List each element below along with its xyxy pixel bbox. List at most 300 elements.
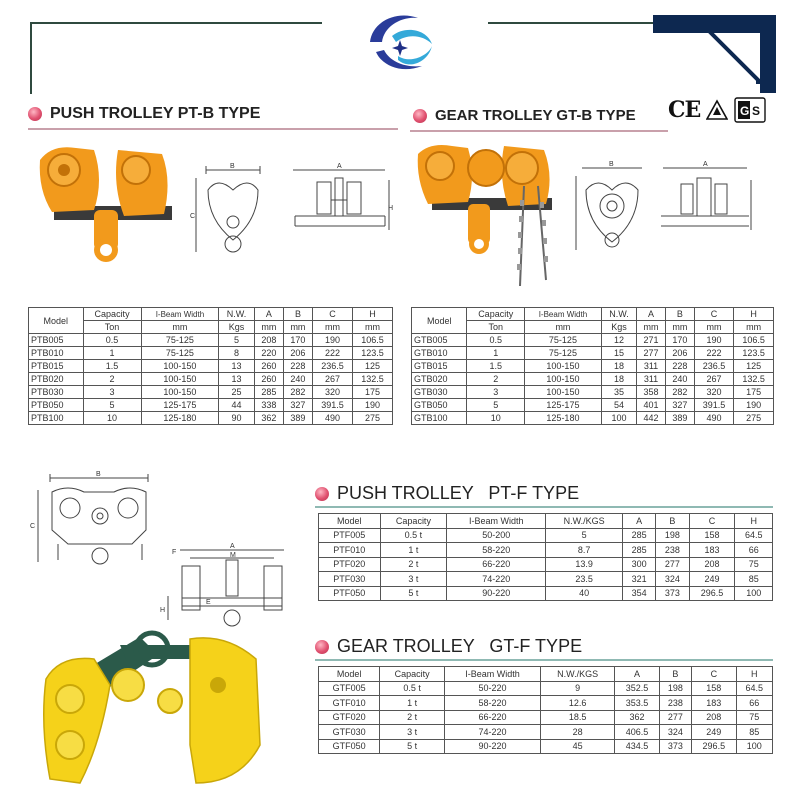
section-title-text: GEAR TROLLEY GT-B TYPE [435,107,636,124]
section-underline [315,506,773,508]
table-cell: 2 [83,373,141,386]
model-cell: GTB005 [412,334,467,347]
table-cell: 106.5 [352,334,392,347]
table-row [319,572,773,587]
table-cell: 5 [219,334,255,347]
table-header-cell: B [659,667,691,682]
table-cell: 300 [622,557,655,572]
table-cell: 58-220 [447,543,546,558]
table-cell: 100-150 [141,373,219,386]
table-cell: 2 t [380,557,447,572]
table-header-cell: N.W. [601,308,636,321]
table-unit-cell: mm [141,321,219,334]
table-cell: 75 [735,557,773,572]
table-unit-cell: mm [312,321,352,334]
table-cell: 50-220 [444,681,540,696]
section-bullet-icon [315,487,329,501]
table-cell: 100 [735,586,773,601]
table-cell: 0.5 [83,334,141,347]
table-row [319,681,773,696]
table-cell: 238 [659,696,691,711]
table-header-cell: A [622,514,655,529]
table-cell: 66 [735,543,773,558]
model-cell: GTB015 [412,360,467,373]
pt-b-front-drawing [188,160,278,260]
table-cell: 12.6 [541,696,615,711]
model-cell: PTB100 [29,412,84,425]
dim-label-f: F [172,549,177,556]
table-cell: 236.5 [312,360,352,373]
section-underline [410,130,668,132]
table-cell: 296.5 [692,739,736,754]
table-unit-cell: mm [352,321,392,334]
table-cell: 170 [283,334,312,347]
table-cell: 125-180 [524,412,601,425]
table-cell: 100-150 [141,360,219,373]
table-cell: 1 [467,347,525,360]
table-cell: 324 [656,572,689,587]
table-units-row [29,321,393,334]
table-cell: 9 [541,681,615,696]
certification-marks [668,97,766,123]
table-cell: 5 [467,399,525,412]
table-cell: 442 [637,412,666,425]
table-row [29,412,393,425]
table-cell: 222 [312,347,352,360]
table-unit-cell: mm [734,321,774,334]
table-cell: 35 [601,386,636,399]
table-header-cell: C [689,514,735,529]
table-row [29,360,393,373]
table-cell: 175 [352,386,392,399]
table-cell: 75-125 [141,334,219,347]
table-cell: 354 [622,586,655,601]
table-header-cell: C [694,308,734,321]
dim-label-a: A [337,163,342,170]
table-row [319,725,773,740]
table-row [412,373,774,386]
model-cell: GTF020 [319,710,380,725]
table-unit-cell: Kgs [219,321,255,334]
table-cell: 66-220 [447,557,546,572]
model-cell: GTB020 [412,373,467,386]
model-cell: GTF005 [319,681,380,696]
section-title-text: PUSH TROLLEY PT-F TYPE [337,483,580,503]
warning-triangle-icon [706,99,728,121]
table-cell: 2 [467,373,525,386]
table-cell: 0.5 t [380,528,447,543]
ce-mark: CE [668,97,701,123]
table-cell: 1 t [380,543,447,558]
ptf-spec-table [318,513,773,601]
header-navy-block-side [760,15,776,93]
table-header-cell: I-Beam Width [141,308,219,321]
table-cell: 249 [689,572,735,587]
dim-label-m: M [230,552,236,559]
table-cell: 277 [659,710,691,725]
header-frame-right-horizontal [488,22,653,24]
table-cell: 260 [254,373,283,386]
table-cell: 282 [283,386,312,399]
table-cell: 271 [637,334,666,347]
table-header-cell: I-Beam Width [444,667,540,682]
table-cell: 275 [734,412,774,425]
table-cell: 10 [467,412,525,425]
table-row [412,347,774,360]
table-cell: 106.5 [734,334,774,347]
dim-label-b: B [230,163,235,170]
table-header-cell: Capacity [83,308,141,321]
table-cell: 240 [665,373,694,386]
table-cell: 132.5 [352,373,392,386]
table-cell: 285 [254,386,283,399]
table-cell: 249 [692,725,736,740]
table-cell: 15 [601,347,636,360]
table-header-cell: N.W. [219,308,255,321]
table-header-cell: C [312,308,352,321]
table-cell: 277 [656,557,689,572]
table-header-cell: Model [412,308,467,334]
table-header-cell: Model [319,514,381,529]
table-cell: 75 [736,710,772,725]
dim-label-b: B [609,161,614,168]
table-cell: 3 t [380,725,445,740]
table-cell: 327 [283,399,312,412]
table-row [412,412,774,425]
table-cell: 389 [665,412,694,425]
table-cell: 3 t [380,572,447,587]
table-cell: 275 [352,412,392,425]
table-cell: 100 [736,739,772,754]
gear-trolley-gt-b-photo [412,140,572,290]
table-cell: 18 [601,373,636,386]
table-row [29,373,393,386]
dim-label-b: B [96,471,101,478]
section-title-text: PUSH TROLLEY PT-B TYPE [50,105,261,122]
table-cell: 125-175 [141,399,219,412]
table-row [319,528,773,543]
table-header-row [319,514,773,529]
table-cell: 208 [689,557,735,572]
table-cell: 198 [659,681,691,696]
table-cell: 311 [637,360,666,373]
table-cell: 1.5 [83,360,141,373]
table-cell: 58-220 [444,696,540,711]
table-cell: 285 [622,543,655,558]
svg-text:S: S [752,104,761,118]
table-cell: 183 [692,696,736,711]
table-header-cell: Model [319,667,380,682]
table-header-cell: B [656,514,689,529]
table-cell: 236.5 [694,360,734,373]
company-logo [362,8,438,84]
table-cell: 64.5 [736,681,772,696]
table-cell: 3 [83,386,141,399]
table-cell: 123.5 [734,347,774,360]
table-cell: 238 [656,543,689,558]
table-cell: 208 [692,710,736,725]
table-header-row [319,667,773,682]
table-cell: 285 [622,528,655,543]
dim-label-c: C [30,523,36,530]
table-header-cell: B [665,308,694,321]
table-cell: 0.5 t [380,681,445,696]
table-unit-cell: mm [637,321,666,334]
model-cell: PTB010 [29,347,84,360]
model-cell: GTB030 [412,386,467,399]
table-unit-cell: mm [665,321,694,334]
model-cell: PTB015 [29,360,84,373]
ptf-table-body [319,528,773,601]
table-row [29,334,393,347]
table-cell: 260 [254,360,283,373]
table-cell: 85 [736,725,772,740]
table-row [319,543,773,558]
table-cell: 25 [219,386,255,399]
table-cell: 401 [637,399,666,412]
table-cell: 74-220 [447,572,546,587]
model-cell: GTF050 [319,739,380,754]
table-cell: 0.5 [467,334,525,347]
table-cell: 28 [541,725,615,740]
table-header-cell: Capacity [467,308,525,321]
table-cell: 190 [352,399,392,412]
table-cell: 85 [735,572,773,587]
table-cell: 406.5 [615,725,659,740]
table-cell: 208 [254,334,283,347]
table-cell: 198 [656,528,689,543]
table-cell: 8 [219,347,255,360]
table-cell: 324 [659,725,691,740]
table-header-cell: A [637,308,666,321]
table-cell: 320 [312,386,352,399]
table-cell: 158 [689,528,735,543]
model-cell: PTF005 [319,528,381,543]
table-cell: 125 [734,360,774,373]
table-cell: 13.9 [546,557,623,572]
section-title-gear-gt-f [315,636,582,657]
table-cell: 13 [219,360,255,373]
model-cell: PTF020 [319,557,381,572]
table-cell: 183 [689,543,735,558]
table-unit-cell: mm [524,321,601,334]
section-bullet-icon [28,107,42,121]
dim-label-e: E [206,599,211,606]
table-header-cell: H [734,308,774,321]
pt-b-side-drawing [285,160,395,260]
table-cell: 100 [601,412,636,425]
table-cell: 1.5 [467,360,525,373]
table-cell: 125-180 [141,412,219,425]
table-cell: 125-175 [524,399,601,412]
table-unit-cell: mm [283,321,312,334]
table-cell: 490 [312,412,352,425]
table-cell: 158 [692,681,736,696]
table-cell: 100-150 [524,373,601,386]
table-cell: 90 [219,412,255,425]
table-header-cell: Model [29,308,84,334]
table-cell: 12 [601,334,636,347]
gtb-spec-table [411,307,774,425]
model-cell: PTB020 [29,373,84,386]
table-cell: 391.5 [312,399,352,412]
table-cell: 8.7 [546,543,623,558]
gtb-table-body [412,334,774,425]
table-cell: 5 t [380,739,445,754]
table-cell: 320 [694,386,734,399]
table-cell: 5 t [380,586,447,601]
table-cell: 389 [283,412,312,425]
table-cell: 5 [546,528,623,543]
table-row [319,696,773,711]
table-cell: 3 [467,386,525,399]
section-underline [28,128,398,130]
table-unit-cell: Ton [83,321,141,334]
table-cell: 50-200 [447,528,546,543]
table-cell: 373 [656,586,689,601]
table-header-cell: Capacity [380,667,445,682]
table-header-cell: I-Beam Width [447,514,546,529]
table-row [319,586,773,601]
gtf-spec-table [318,666,773,754]
table-cell: 175 [734,386,774,399]
table-header-cell: Capacity [380,514,447,529]
table-cell: 90-220 [447,586,546,601]
model-cell: PTB050 [29,399,84,412]
table-row [412,386,774,399]
table-cell: 206 [283,347,312,360]
table-header-cell: N.W./KGS [546,514,623,529]
table-cell: 311 [637,373,666,386]
table-cell: 391.5 [694,399,734,412]
model-cell: GTF030 [319,725,380,740]
table-cell: 100-150 [524,386,601,399]
table-cell: 75-125 [524,334,601,347]
section-title-push-pt-f [315,483,579,504]
header-frame-left-horizontal [30,22,322,24]
table-header-cell: B [283,308,312,321]
model-cell: PTF050 [319,586,381,601]
model-cell: GTF010 [319,696,380,711]
table-unit-cell: Kgs [601,321,636,334]
table-row [412,360,774,373]
section-bullet-icon [315,640,329,654]
model-cell: GTB100 [412,412,467,425]
table-row [412,399,774,412]
table-cell: 321 [622,572,655,587]
table-cell: 5 [83,399,141,412]
section-title-gear-gt-b [413,107,636,124]
table-cell: 75-125 [141,347,219,360]
table-row [319,739,773,754]
model-cell: PTF030 [319,572,381,587]
model-cell: GTB010 [412,347,467,360]
table-cell: 18.5 [541,710,615,725]
pt-f-top-drawing [28,470,168,580]
table-cell: 90-220 [444,739,540,754]
table-cell: 10 [83,412,141,425]
table-unit-cell: Ton [467,321,525,334]
gt-b-side-drawing [655,160,755,260]
table-cell: 45 [541,739,615,754]
push-trolley-pt-f-photo [40,615,270,795]
table-row [412,334,774,347]
table-header-cell: N.W./KGS [541,667,615,682]
table-cell: 125 [352,360,392,373]
table-header-cell: H [736,667,772,682]
model-cell: GTB050 [412,399,467,412]
table-cell: 13 [219,373,255,386]
table-cell: 206 [665,347,694,360]
table-cell: 434.5 [615,739,659,754]
table-cell: 277 [637,347,666,360]
svg-text:G: G [740,104,750,118]
table-cell: 18 [601,360,636,373]
table-cell: 74-220 [444,725,540,740]
table-cell: 40 [546,586,623,601]
section-title-text: GEAR TROLLEY GT-F TYPE [337,636,583,656]
table-cell: 66 [736,696,772,711]
table-cell: 240 [283,373,312,386]
table-unit-cell: mm [694,321,734,334]
model-cell: PTF010 [319,543,381,558]
table-header-cell: A [254,308,283,321]
table-cell: 64.5 [735,528,773,543]
header-diagonal-accent [700,22,762,84]
push-trolley-pt-b-photo [32,140,182,270]
table-header-row [412,308,774,321]
section-underline [315,659,773,661]
table-cell: 2 t [380,710,445,725]
table-cell: 1 [83,347,141,360]
table-cell: 490 [694,412,734,425]
section-title-push-pt-b [28,105,260,123]
table-cell: 338 [254,399,283,412]
table-cell: 220 [254,347,283,360]
table-cell: 267 [694,373,734,386]
table-row [29,386,393,399]
dim-label-h: H [388,205,394,212]
table-cell: 228 [665,360,694,373]
table-row [29,399,393,412]
table-cell: 1 t [380,696,445,711]
table-unit-cell: mm [254,321,283,334]
table-cell: 358 [637,386,666,399]
table-cell: 327 [665,399,694,412]
table-cell: 228 [283,360,312,373]
dim-label-a: A [230,543,235,550]
model-cell: PTB030 [29,386,84,399]
ptb-table-body [29,334,393,425]
table-cell: 190 [694,334,734,347]
table-row [29,347,393,360]
table-cell: 353.5 [615,696,659,711]
table-cell: 123.5 [352,347,392,360]
table-header-cell: C [692,667,736,682]
table-cell: 66-220 [444,710,540,725]
table-cell: 75-125 [524,347,601,360]
table-cell: 373 [659,739,691,754]
header-frame-left-vertical [30,22,32,94]
table-cell: 100-150 [141,386,219,399]
table-cell: 170 [665,334,694,347]
table-cell: 352.5 [615,681,659,696]
table-header-cell: H [735,514,773,529]
table-cell: 132.5 [734,373,774,386]
dim-label-h: H [160,607,166,614]
table-header-row [29,308,393,321]
table-cell: 23.5 [546,572,623,587]
